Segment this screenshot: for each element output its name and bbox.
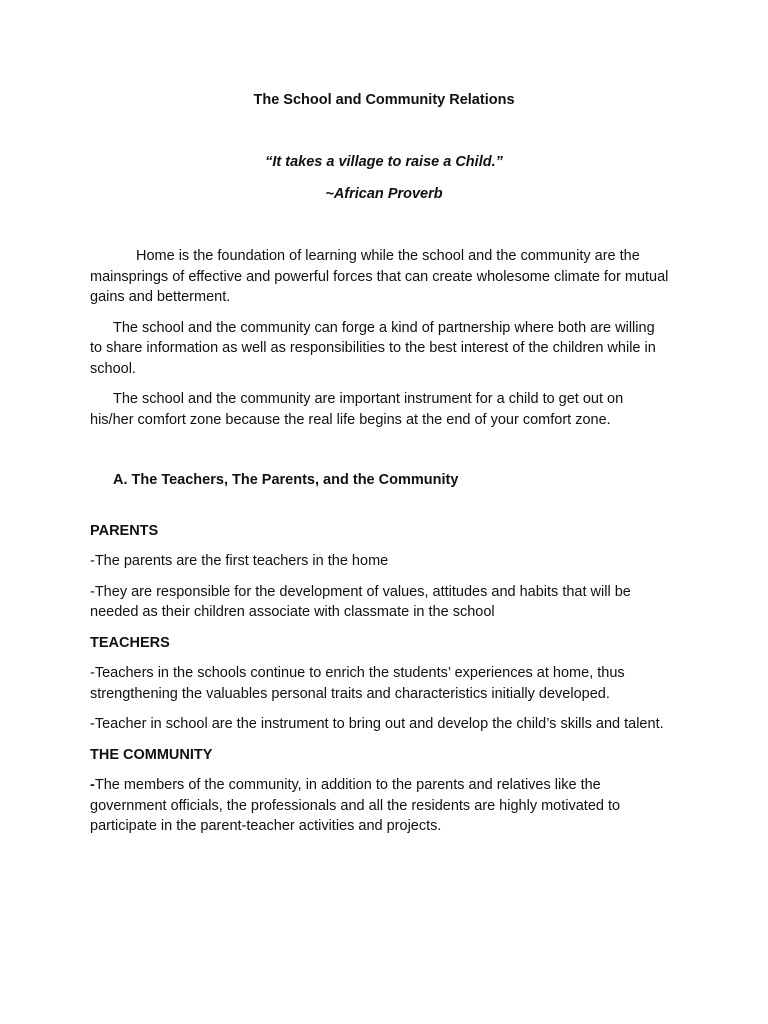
teachers-item: -Teacher in school are the instrument to bring out and develop the child’s skills and talent. — [90, 716, 664, 732]
intro-paragraph: The school and the community are important instrument for a child to get out on his/her comfort zone because the real life begins at the end of your comfort zone. — [90, 391, 624, 428]
community-item-text: The members of the community, in addition to the parents and relatives like the government officials, the professionals and all the residents are highly motivated to participate in the parent-teacher activities and projects. — [90, 777, 621, 834]
intro-paragraph: The school and the community can forge a kind of partnership where both are willing to share information as well as responsibilities to the best interest of the children while in school. — [90, 319, 656, 377]
community-item — [90, 775, 670, 837]
teachers-heading: TEACHERS — [90, 634, 170, 651]
parents-item: -They are responsible for the development of values, attitudes and habits that will be needed as their children associate with classmate in the school — [90, 583, 631, 620]
parents-item: -The parents are the first teachers in the home — [90, 553, 389, 569]
community-dash: - — [90, 777, 95, 793]
teachers-item: -Teachers in the schools continue to enrich the students’ experiences at home, thus strengthening the valuables personal traits and characteristics initially developed. — [90, 665, 625, 702]
proverb-quote: “It takes a village to raise a Child.” — [265, 154, 503, 170]
community-heading: THE COMMUNITY — [90, 746, 213, 763]
proverb-attribution: ~African Proverb — [325, 186, 443, 202]
document-title: The School and Community Relations — [253, 92, 515, 108]
parents-heading: PARENTS — [90, 522, 159, 539]
document-body — [90, 246, 670, 837]
section-a-heading: A. The Teachers, The Parents, and the Community — [113, 472, 459, 488]
intro-paragraph: Home is the foundation of learning while the school and the community are the mainsprings of effective and powerful forces that can create wholesome climate for mutual gains and betterment. — [90, 248, 669, 305]
